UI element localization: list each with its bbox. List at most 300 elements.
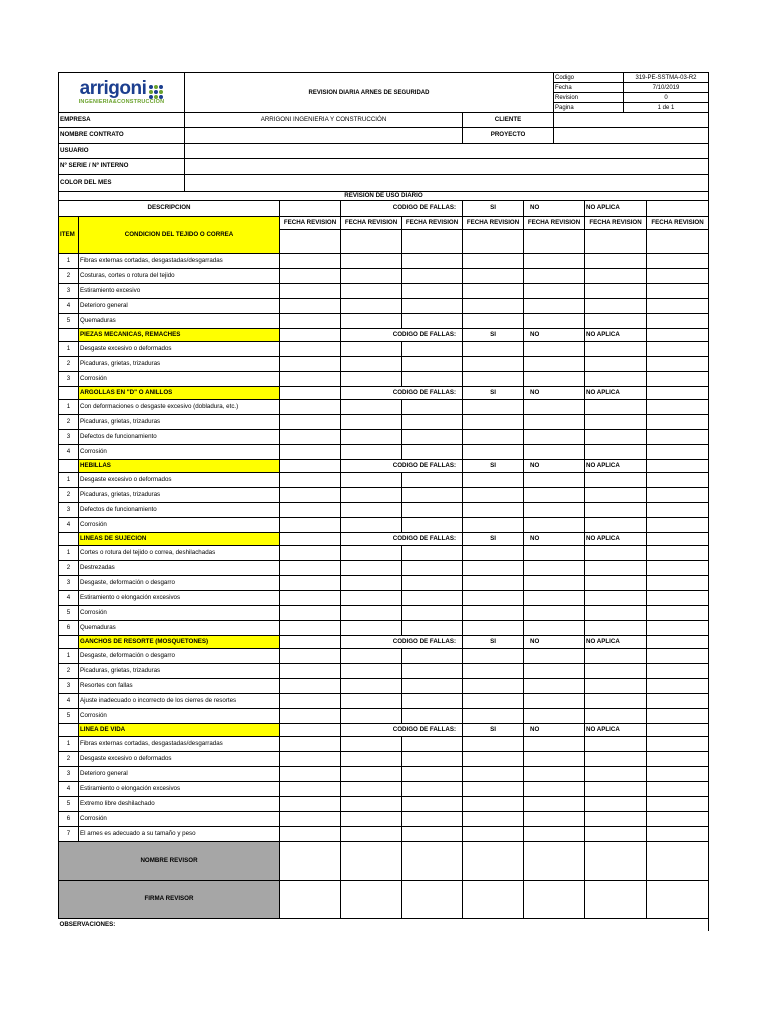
- check-cell[interactable]: [402, 752, 463, 767]
- check-cell[interactable]: [647, 372, 709, 387]
- item-description: Desgaste, deformación o desgarro: [79, 576, 280, 591]
- check-cell[interactable]: [585, 503, 647, 518]
- check-cell[interactable]: [585, 445, 647, 460]
- check-cell[interactable]: [463, 299, 524, 314]
- check-cell[interactable]: [280, 606, 341, 621]
- check-cell[interactable]: [341, 561, 402, 576]
- fecha-revision-field[interactable]: [402, 230, 463, 254]
- check-cell[interactable]: [585, 694, 647, 709]
- check-cell[interactable]: [341, 372, 402, 387]
- check-cell[interactable]: [585, 709, 647, 724]
- check-cell[interactable]: [280, 782, 341, 797]
- check-cell[interactable]: [280, 357, 341, 372]
- check-cell[interactable]: [524, 694, 585, 709]
- check-cell[interactable]: [585, 254, 647, 269]
- check-cell[interactable]: [647, 752, 709, 767]
- item-description: Picaduras, grietas, trizaduras: [79, 415, 280, 430]
- check-cell[interactable]: [341, 709, 402, 724]
- fallas-no-aplica: NO APLICA: [585, 329, 647, 342]
- check-cell[interactable]: [524, 782, 585, 797]
- check-cell[interactable]: [647, 797, 709, 812]
- check-cell[interactable]: [341, 445, 402, 460]
- meta-label: Fecha: [554, 83, 624, 93]
- nombre-revisor-field[interactable]: [280, 842, 341, 881]
- check-cell[interactable]: [402, 709, 463, 724]
- check-cell[interactable]: [524, 269, 585, 284]
- check-cell[interactable]: [463, 737, 524, 752]
- check-cell[interactable]: [341, 546, 402, 561]
- check-cell[interactable]: [647, 503, 709, 518]
- cliente-label: CLIENTE: [463, 113, 554, 128]
- check-cell[interactable]: [585, 797, 647, 812]
- section-title: ARGOLLAS EN "D" O ANILLOS: [79, 387, 280, 400]
- check-cell[interactable]: [585, 782, 647, 797]
- inspection-form: [58, 72, 708, 931]
- check-cell[interactable]: [647, 400, 709, 415]
- check-cell[interactable]: [280, 372, 341, 387]
- check-cell[interactable]: [463, 473, 524, 488]
- check-cell[interactable]: [647, 415, 709, 430]
- check-cell[interactable]: [585, 518, 647, 533]
- check-cell[interactable]: [341, 649, 402, 664]
- nombre-revisor-field[interactable]: [463, 842, 524, 881]
- check-cell[interactable]: [585, 649, 647, 664]
- check-cell[interactable]: [341, 254, 402, 269]
- revision-title: REVISIÓN DE USO DIARIO: [59, 192, 709, 201]
- check-cell[interactable]: [341, 812, 402, 827]
- check-cell[interactable]: [341, 752, 402, 767]
- firma-revisor-field[interactable]: [463, 881, 524, 919]
- check-cell[interactable]: [524, 737, 585, 752]
- fecha-revision-field[interactable]: [280, 230, 341, 254]
- check-cell[interactable]: [341, 606, 402, 621]
- firma-revisor-field[interactable]: [647, 881, 709, 919]
- check-cell[interactable]: [524, 797, 585, 812]
- check-cell[interactable]: [280, 503, 341, 518]
- check-cell[interactable]: [463, 254, 524, 269]
- check-cell[interactable]: [402, 400, 463, 415]
- check-cell[interactable]: [524, 503, 585, 518]
- check-cell[interactable]: [585, 827, 647, 842]
- item-number: 6: [59, 812, 79, 827]
- check-cell[interactable]: [647, 767, 709, 782]
- check-cell[interactable]: [524, 299, 585, 314]
- item-label: ITEM: [59, 217, 79, 254]
- check-cell[interactable]: [463, 342, 524, 357]
- check-cell[interactable]: [341, 664, 402, 679]
- fallas-no: NO: [524, 329, 585, 342]
- check-cell[interactable]: [585, 679, 647, 694]
- check-cell[interactable]: [280, 812, 341, 827]
- check-cell[interactable]: [524, 430, 585, 445]
- check-cell[interactable]: [280, 679, 341, 694]
- check-cell[interactable]: [341, 621, 402, 636]
- check-cell[interactable]: [463, 518, 524, 533]
- check-cell[interactable]: [585, 488, 647, 503]
- check-cell[interactable]: [280, 518, 341, 533]
- firma-revisor-field[interactable]: [402, 881, 463, 919]
- serie-field[interactable]: [185, 159, 709, 175]
- check-cell[interactable]: [341, 415, 402, 430]
- check-cell[interactable]: [463, 357, 524, 372]
- check-cell[interactable]: [280, 314, 341, 329]
- nombre-revisor-field[interactable]: [524, 842, 585, 881]
- check-cell[interactable]: [647, 269, 709, 284]
- firma-revisor-field[interactable]: [280, 881, 341, 919]
- check-cell[interactable]: [341, 314, 402, 329]
- check-cell[interactable]: [524, 445, 585, 460]
- check-cell[interactable]: [524, 752, 585, 767]
- fecha-revision-field[interactable]: [341, 230, 402, 254]
- check-cell[interactable]: [647, 518, 709, 533]
- check-cell[interactable]: [463, 488, 524, 503]
- check-cell[interactable]: [402, 284, 463, 299]
- item-number: 4: [59, 782, 79, 797]
- check-cell[interactable]: [463, 812, 524, 827]
- check-cell[interactable]: [341, 797, 402, 812]
- check-cell[interactable]: [402, 767, 463, 782]
- check-cell[interactable]: [341, 503, 402, 518]
- check-cell[interactable]: [280, 415, 341, 430]
- empresa-label: EMPRESA: [59, 113, 185, 128]
- check-cell[interactable]: [647, 314, 709, 329]
- check-cell[interactable]: [341, 342, 402, 357]
- check-cell[interactable]: [524, 561, 585, 576]
- check-cell[interactable]: [280, 546, 341, 561]
- check-cell[interactable]: [402, 518, 463, 533]
- descripcion-label: DESCRIPCION: [59, 201, 280, 217]
- check-cell[interactable]: [280, 561, 341, 576]
- check-cell[interactable]: [647, 546, 709, 561]
- check-cell[interactable]: [524, 314, 585, 329]
- check-cell[interactable]: [341, 430, 402, 445]
- check-cell[interactable]: [524, 488, 585, 503]
- check-cell[interactable]: [280, 430, 341, 445]
- check-cell[interactable]: [463, 269, 524, 284]
- check-cell[interactable]: [524, 664, 585, 679]
- check-cell[interactable]: [524, 709, 585, 724]
- check-cell[interactable]: [647, 591, 709, 606]
- check-cell[interactable]: [341, 299, 402, 314]
- check-cell[interactable]: [402, 372, 463, 387]
- check-cell[interactable]: [463, 546, 524, 561]
- check-cell[interactable]: [585, 546, 647, 561]
- check-cell[interactable]: [463, 372, 524, 387]
- check-cell[interactable]: [647, 812, 709, 827]
- check-cell[interactable]: [402, 576, 463, 591]
- item-description: Destrezadas: [79, 561, 280, 576]
- check-cell[interactable]: [341, 269, 402, 284]
- check-cell[interactable]: [280, 400, 341, 415]
- check-cell[interactable]: [647, 430, 709, 445]
- check-cell[interactable]: [524, 400, 585, 415]
- check-cell[interactable]: [402, 473, 463, 488]
- check-cell[interactable]: [585, 767, 647, 782]
- check-cell[interactable]: [585, 372, 647, 387]
- check-cell[interactable]: [402, 782, 463, 797]
- check-cell[interactable]: [463, 752, 524, 767]
- firma-revisor-field[interactable]: [341, 881, 402, 919]
- section-blank: [280, 329, 341, 342]
- check-cell[interactable]: [524, 621, 585, 636]
- check-cell[interactable]: [524, 827, 585, 842]
- firma-revisor-field[interactable]: [524, 881, 585, 919]
- check-cell[interactable]: [524, 473, 585, 488]
- check-cell[interactable]: [402, 591, 463, 606]
- fecha-revision-field[interactable]: [647, 230, 709, 254]
- check-cell[interactable]: [585, 473, 647, 488]
- check-cell[interactable]: [280, 752, 341, 767]
- check-cell[interactable]: [341, 357, 402, 372]
- check-cell[interactable]: [585, 576, 647, 591]
- check-cell[interactable]: [647, 488, 709, 503]
- proyecto-field[interactable]: [554, 128, 709, 144]
- item-number: 4: [59, 299, 79, 314]
- check-cell[interactable]: [402, 415, 463, 430]
- check-cell[interactable]: [463, 503, 524, 518]
- meta-label: Pagina: [554, 103, 624, 113]
- check-cell[interactable]: [341, 473, 402, 488]
- check-cell[interactable]: [463, 709, 524, 724]
- check-cell[interactable]: [280, 709, 341, 724]
- check-cell[interactable]: [463, 797, 524, 812]
- check-cell[interactable]: [585, 621, 647, 636]
- check-cell[interactable]: [524, 679, 585, 694]
- check-cell[interactable]: [463, 400, 524, 415]
- check-cell[interactable]: [647, 473, 709, 488]
- nombre-revisor-field[interactable]: [402, 842, 463, 881]
- section-title: HEBILLAS: [79, 460, 280, 473]
- check-cell[interactable]: [647, 299, 709, 314]
- check-cell[interactable]: [280, 649, 341, 664]
- check-cell[interactable]: [585, 314, 647, 329]
- check-cell[interactable]: [280, 473, 341, 488]
- check-cell[interactable]: [402, 827, 463, 842]
- check-cell[interactable]: [524, 284, 585, 299]
- section-item-blank: [59, 724, 79, 737]
- check-cell[interactable]: [647, 737, 709, 752]
- fecha-revision-field[interactable]: [585, 230, 647, 254]
- check-cell[interactable]: [524, 372, 585, 387]
- check-cell[interactable]: [463, 664, 524, 679]
- check-cell[interactable]: [280, 827, 341, 842]
- check-cell[interactable]: [341, 782, 402, 797]
- nombre-revisor-field[interactable]: [341, 842, 402, 881]
- check-cell[interactable]: [585, 415, 647, 430]
- check-cell[interactable]: [402, 342, 463, 357]
- logo-tagline: INGENIERIA&CONSTRUCCION: [78, 99, 165, 106]
- check-cell[interactable]: [647, 606, 709, 621]
- check-cell[interactable]: [463, 576, 524, 591]
- check-cell[interactable]: [463, 767, 524, 782]
- check-cell[interactable]: [463, 415, 524, 430]
- check-cell[interactable]: [280, 576, 341, 591]
- item-number: 1: [59, 737, 79, 752]
- check-cell[interactable]: [647, 679, 709, 694]
- check-cell[interactable]: [647, 561, 709, 576]
- check-cell[interactable]: [402, 269, 463, 284]
- check-cell[interactable]: [280, 445, 341, 460]
- check-cell[interactable]: [402, 649, 463, 664]
- check-cell[interactable]: [647, 827, 709, 842]
- check-cell[interactable]: [402, 694, 463, 709]
- check-cell[interactable]: [341, 591, 402, 606]
- check-cell[interactable]: [341, 284, 402, 299]
- check-cell[interactable]: [341, 679, 402, 694]
- check-cell[interactable]: [402, 664, 463, 679]
- check-cell[interactable]: [585, 664, 647, 679]
- check-cell[interactable]: [585, 752, 647, 767]
- check-cell[interactable]: [585, 400, 647, 415]
- check-cell[interactable]: [341, 400, 402, 415]
- check-cell[interactable]: [280, 299, 341, 314]
- fallas-no-aplica: NO APLICA: [585, 533, 647, 546]
- item-number: 3: [59, 430, 79, 445]
- check-cell[interactable]: [647, 284, 709, 299]
- check-cell[interactable]: [585, 357, 647, 372]
- empresa-value[interactable]: ARRIGONI INGENIERIA Y CONSTRUCCIÓN: [185, 113, 463, 128]
- contrato-field[interactable]: [185, 128, 463, 144]
- fallas-no-aplica: NO APLICA: [585, 636, 647, 649]
- check-cell[interactable]: [585, 269, 647, 284]
- item-number: 3: [59, 679, 79, 694]
- check-cell[interactable]: [341, 488, 402, 503]
- check-cell[interactable]: [280, 284, 341, 299]
- check-cell[interactable]: [585, 430, 647, 445]
- check-cell[interactable]: [341, 576, 402, 591]
- check-cell[interactable]: [524, 591, 585, 606]
- check-cell[interactable]: [341, 767, 402, 782]
- check-cell[interactable]: [280, 342, 341, 357]
- check-cell[interactable]: [524, 342, 585, 357]
- check-cell[interactable]: [341, 737, 402, 752]
- check-cell[interactable]: [585, 299, 647, 314]
- check-cell[interactable]: [341, 694, 402, 709]
- check-cell[interactable]: [463, 621, 524, 636]
- check-cell[interactable]: [647, 576, 709, 591]
- check-cell[interactable]: [402, 314, 463, 329]
- check-cell[interactable]: [524, 576, 585, 591]
- check-cell[interactable]: [402, 445, 463, 460]
- check-cell[interactable]: [524, 357, 585, 372]
- check-cell[interactable]: [341, 827, 402, 842]
- check-cell[interactable]: [524, 518, 585, 533]
- usuario-field[interactable]: [185, 144, 709, 159]
- check-cell[interactable]: [463, 561, 524, 576]
- check-cell[interactable]: [524, 415, 585, 430]
- check-cell[interactable]: [647, 782, 709, 797]
- check-cell[interactable]: [463, 430, 524, 445]
- check-cell[interactable]: [647, 357, 709, 372]
- check-cell[interactable]: [585, 284, 647, 299]
- check-cell[interactable]: [647, 694, 709, 709]
- check-cell[interactable]: [524, 606, 585, 621]
- check-cell[interactable]: [280, 664, 341, 679]
- check-cell[interactable]: [463, 649, 524, 664]
- check-cell[interactable]: [463, 782, 524, 797]
- check-cell[interactable]: [647, 254, 709, 269]
- nombre-revisor-field[interactable]: [585, 842, 647, 881]
- check-cell[interactable]: [402, 430, 463, 445]
- fecha-revision-field[interactable]: [524, 230, 585, 254]
- check-cell[interactable]: [585, 342, 647, 357]
- check-cell[interactable]: [402, 488, 463, 503]
- check-cell[interactable]: [280, 269, 341, 284]
- check-cell[interactable]: [280, 591, 341, 606]
- codigo-fallas-label: CODIGO DE FALLAS:: [341, 724, 463, 737]
- check-cell[interactable]: [524, 254, 585, 269]
- fecha-revision-field[interactable]: [463, 230, 524, 254]
- form-header: [58, 72, 709, 113]
- check-cell[interactable]: [402, 606, 463, 621]
- check-cell[interactable]: [647, 709, 709, 724]
- nombre-revisor-field[interactable]: [647, 842, 709, 881]
- check-cell[interactable]: [280, 254, 341, 269]
- check-cell[interactable]: [402, 621, 463, 636]
- check-cell[interactable]: [280, 797, 341, 812]
- check-cell[interactable]: [280, 694, 341, 709]
- check-cell[interactable]: [463, 591, 524, 606]
- firma-revisor-field[interactable]: [585, 881, 647, 919]
- check-cell[interactable]: [585, 606, 647, 621]
- color-field[interactable]: [185, 175, 709, 192]
- section-title: GANCHOS DE RESORTE (MOSQUETONES): [79, 636, 280, 649]
- fallas-no-aplica: NO APLICA: [585, 724, 647, 737]
- item-number: 2: [59, 488, 79, 503]
- check-cell[interactable]: [585, 812, 647, 827]
- check-cell[interactable]: [585, 737, 647, 752]
- check-cell[interactable]: [402, 797, 463, 812]
- check-cell[interactable]: [402, 561, 463, 576]
- check-cell[interactable]: [402, 737, 463, 752]
- check-cell[interactable]: [463, 445, 524, 460]
- check-cell[interactable]: [647, 649, 709, 664]
- check-cell[interactable]: [280, 488, 341, 503]
- check-cell[interactable]: [341, 518, 402, 533]
- check-cell[interactable]: [463, 314, 524, 329]
- check-cell[interactable]: [280, 767, 341, 782]
- check-cell[interactable]: [402, 357, 463, 372]
- check-cell[interactable]: [647, 664, 709, 679]
- check-cell[interactable]: [524, 546, 585, 561]
- fecha-revision-label: FECHA REVISION: [585, 217, 647, 230]
- check-cell[interactable]: [463, 606, 524, 621]
- check-cell[interactable]: [402, 679, 463, 694]
- fallas-blank: [647, 387, 709, 400]
- cliente-field[interactable]: [554, 113, 709, 128]
- check-cell[interactable]: [402, 812, 463, 827]
- check-cell[interactable]: [647, 342, 709, 357]
- check-cell[interactable]: [463, 827, 524, 842]
- check-cell[interactable]: [585, 561, 647, 576]
- check-cell[interactable]: [463, 679, 524, 694]
- check-cell[interactable]: [647, 445, 709, 460]
- check-cell[interactable]: [524, 812, 585, 827]
- check-cell[interactable]: [402, 254, 463, 269]
- check-cell[interactable]: [280, 737, 341, 752]
- check-cell[interactable]: [402, 546, 463, 561]
- check-cell[interactable]: [647, 621, 709, 636]
- check-cell[interactable]: [463, 284, 524, 299]
- fallas-no: NO: [524, 533, 585, 546]
- check-cell[interactable]: [463, 694, 524, 709]
- check-cell[interactable]: [524, 767, 585, 782]
- check-cell[interactable]: [524, 649, 585, 664]
- check-cell[interactable]: [280, 621, 341, 636]
- check-cell[interactable]: [402, 503, 463, 518]
- check-cell[interactable]: [585, 591, 647, 606]
- check-cell[interactable]: [402, 299, 463, 314]
